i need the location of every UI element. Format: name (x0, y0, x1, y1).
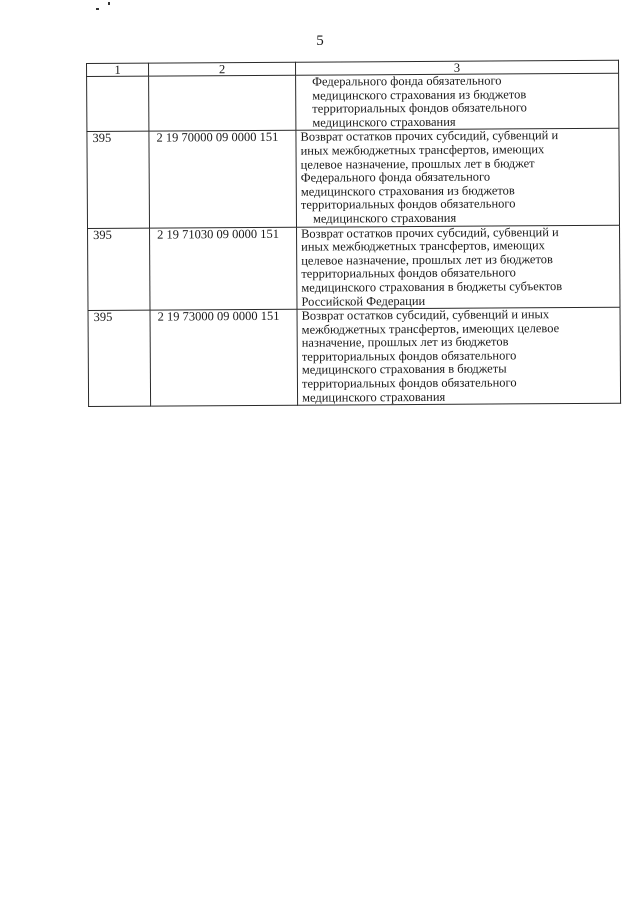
admin-code-cell: 395 (87, 131, 150, 228)
budget-codes-table (86, 60, 621, 407)
table-row (87, 129, 620, 228)
description-cell (297, 307, 621, 405)
column-header-1: 1 (87, 63, 149, 76)
description-line: Возврат остатков прочих субсидий, субвенций и (300, 128, 559, 145)
admin-code-cell (87, 76, 149, 132)
description-line: территориальных фондов обязательного (301, 348, 517, 364)
budget-code-cell: 2 19 73000 09 0000 151 (150, 309, 298, 406)
column-header-3: 3 (295, 60, 618, 75)
budget-code-cell: 2 19 71030 09 0000 151 (150, 227, 298, 310)
description-line: территориальных фондов обязательного (301, 375, 517, 391)
description-line: целевое назначение, прошлых лет в бюджет (300, 155, 535, 172)
description-line: медицинского страхования (312, 114, 456, 130)
description-line: Возврат остатков прочих субсидий, субвенций и (301, 224, 559, 241)
budget-code-cell: 2 19 70000 09 0000 151 (149, 131, 297, 228)
scan-speck (96, 8, 99, 10)
description-line: Российской Федерации (301, 293, 426, 309)
admin-code-cell: 395 (88, 310, 151, 407)
description-line: медицинского страхования в бюджеты (301, 361, 507, 378)
table-row (87, 73, 619, 132)
table-row (88, 307, 621, 406)
page-number: 5 (316, 33, 324, 49)
description-line: территориальных фондов обязательного (300, 196, 516, 213)
column-header-2: 2 (149, 62, 296, 76)
description-line: иных межбюджетных трансфертов, имеющих (300, 142, 545, 158)
description-cell (296, 73, 619, 130)
description-line: медицинского страхования (302, 389, 446, 405)
description-line: иных межбюджетных трансфертов, имеющих (301, 238, 545, 254)
description-line: территориальных фондов обязательного (312, 100, 527, 116)
description-cell (297, 225, 620, 310)
description-line: целевое назначение, прошлых лет из бюджетов (301, 251, 553, 268)
description-line: медицинского страхования (312, 210, 457, 226)
admin-code-cell: 395 (88, 228, 151, 311)
description-cell (296, 129, 620, 227)
description-line: медицинского страхования из бюджетов (312, 86, 527, 103)
table-row (88, 225, 620, 311)
budget-code-cell (149, 75, 296, 131)
description-line: назначение, прошлых лет из бюджетов (301, 334, 509, 350)
description-line: медицинского страхования из бюджетов (300, 183, 515, 199)
description-line: межбюджетных трансфертов, имеющих целевое (301, 320, 560, 337)
description-line: Возврат остатков субсидий, субвенций и иных (301, 307, 550, 323)
description-line: Федерального фонда обязательного (300, 169, 491, 185)
description-line: территориальных фондов обязательного (301, 265, 516, 282)
scan-speck (108, 2, 110, 5)
description-line: Федерального фонда обязательного (312, 73, 502, 89)
description-line: медицинского страхования в бюджеты субъектов (301, 279, 563, 295)
